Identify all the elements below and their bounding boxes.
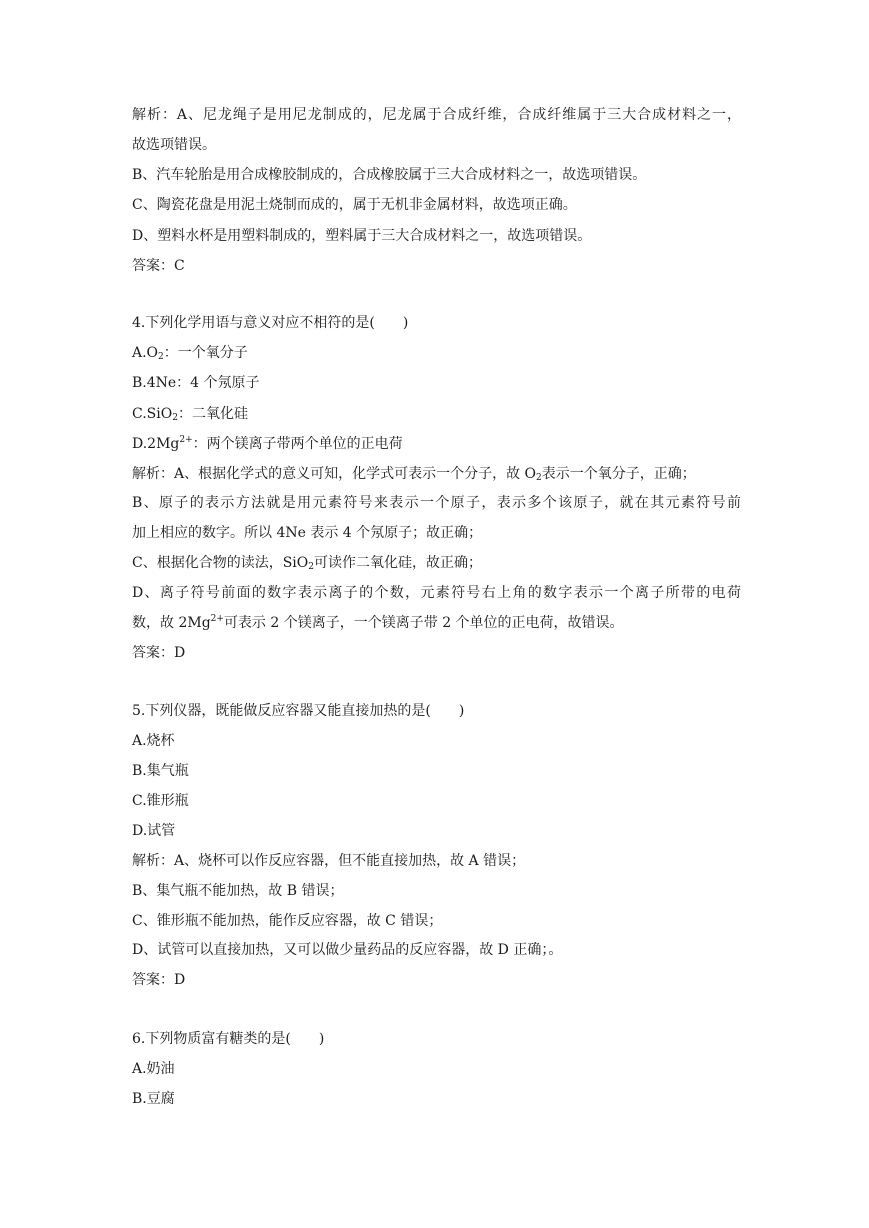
q4-analysis-line6-suffix: 可表示 2 个镁离子，一个镁离子带 2 个单位的正电荷，故错误。 [223,615,624,631]
q4-analysis-line6-prefix: 数，故 2Mg [132,615,211,631]
q4-option-c-sub: 2 [172,413,178,423]
q5-analysis-b: B、集气瓶不能加热，故 B 错误； [132,883,344,899]
q3-analysis-a-line2: 故选项错误。 [132,137,216,153]
q4-option-a-suffix: ：一个氧分子 [163,345,248,361]
q4-answer: 答案：D [132,645,186,661]
q4-option-a-prefix: A.O [132,345,159,361]
q4-analysis-line6 [132,614,624,632]
q4-analysis-line1-sub: 2 [536,473,542,483]
q3-analysis-c: C、陶瓷花盘是用泥土烧制而成的，属于无机非金属材料，故选项正确。 [132,197,577,213]
q4-option-c-suffix: ：二氧化硅 [177,406,248,422]
q6-option-a: A.奶油 [132,1061,175,1077]
q4-stem: 4.下列化学用语与意义对应不相符的是( ) [132,315,409,331]
q5-analysis-a: 解析：A、烧杯可以作反应容器，但不能直接加热，故 A 错误； [132,853,526,869]
q4-option-a [132,344,248,362]
q4-analysis-line4-prefix: C、根据化合物的读法，SiO [132,555,309,571]
q4-option-d-prefix: D.2Mg [132,436,180,452]
q3-analysis-b: B、汽车轮胎是用合成橡胶制成的，合成橡胶属于三大合成材料之一，故选项错误。 [132,167,647,183]
q4-option-d-sup: 2+ [179,435,193,445]
q4-option-a-sub: 2 [158,352,164,362]
q4-analysis-line4 [132,554,482,572]
q4-analysis-line1 [132,465,696,483]
q5-option-a: A.烧杯 [132,733,175,749]
q4-analysis-line3: 加上相应的数字。所以 4Ne 表示 4 个氖原子；故正确； [132,525,483,541]
q5-option-c: C.锥形瓶 [132,793,189,809]
q5-analysis-d: D、试管可以直接加热，又可以做少量药品的反应容器，故 D 正确；。 [132,942,563,958]
q4-option-d [132,435,403,453]
q5-option-d: D.试管 [132,823,176,839]
q4-analysis-line5: D、离子符号前面的数字表示离子的个数，元素符号右上角的数字表示一个离子所带的电荷 [132,585,741,601]
q6-option-b: B.豆腐 [132,1091,175,1107]
q4-option-b: B.4Ne：4 个氖原子 [132,375,260,391]
q4-option-c-prefix: C.SiO [132,406,173,422]
q4-analysis-line4-sub: 2 [308,562,314,572]
q4-analysis-line1-prefix: 解析：A、根据化学式的意义可知，化学式可表示一个分子，故 O [132,466,537,482]
q4-analysis-line1-suffix: 表示一个氧分子，正确； [541,466,696,482]
q5-analysis-c: C、锥形瓶不能加热，能作反应容器，故 C 错误； [132,913,443,929]
q6-stem: 6.下列物质富有糖类的是( ) [132,1031,325,1047]
q5-stem: 5.下列仪器，既能做反应容器又能直接加热的是( ) [132,703,465,719]
q4-option-d-suffix: ：两个镁离子带两个单位的正电荷 [192,436,403,452]
q4-analysis-line2: B、原子的表示方法就是用元素符号来表示一个原子，表示多个该原子，就在其元素符号前 [132,495,741,511]
q4-analysis-line6-sup: 2+ [210,614,224,624]
q5-answer: 答案：D [132,972,186,988]
q4-analysis-line4-suffix: 可读作二氧化硅，故正确； [314,555,482,571]
q3-analysis-a-line1: 解析：A、尼龙绳子是用尼龙制成的，尼龙属于合成纤维，合成纤维属于三大合成材料之一， [132,107,741,123]
q4-option-c [132,405,248,423]
q3-analysis-d: D、塑料水杯是用塑料制成的，塑料属于三大合成材料之一，故选项错误。 [132,228,592,244]
q3-answer: 答案：C [132,258,185,274]
q5-option-b: B.集气瓶 [132,763,189,779]
